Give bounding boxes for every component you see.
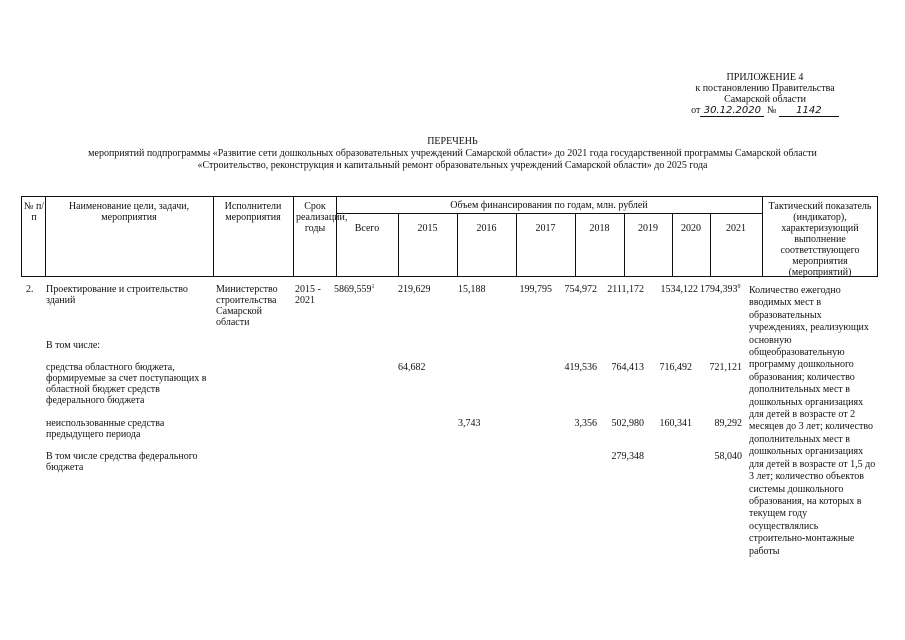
regional-2015: 64,682 bbox=[398, 362, 426, 373]
document-subheading-1: мероприятий подпрограммы «Развитие сети дошкольных образовательных учреждений Самарской области» до 2021 года государственной программы Самарской области bbox=[88, 148, 817, 159]
header-year-2016: 2016 bbox=[476, 223, 497, 234]
row-total: 5869,559$^1$ bbox=[334, 284, 375, 295]
row-2021: 1794,393$^9$ bbox=[700, 284, 741, 295]
header-year-2015: 2015 bbox=[417, 223, 438, 234]
header-total: Всего bbox=[354, 223, 380, 234]
header-name: Наименование цели, задачи, мероприятия bbox=[68, 201, 190, 223]
header-funding: Объем финансирования по годам, млн. рублей bbox=[450, 200, 648, 211]
appendix-block bbox=[690, 72, 840, 117]
header-year-2020: 2020 bbox=[681, 223, 701, 234]
row-num: 2. bbox=[26, 284, 34, 295]
row-2017: 199,795 bbox=[519, 284, 552, 295]
table-header bbox=[21, 196, 878, 277]
date-value: 30.12.2020 bbox=[700, 105, 764, 117]
including-label: В том числе: bbox=[46, 340, 101, 351]
unused-2020: 160,341 bbox=[659, 418, 692, 429]
date-prefix: от bbox=[691, 105, 701, 116]
header-indicator: Тактический показатель (индикатор), характеризующий выполнение соответствующего мероприятия (мероприятий) bbox=[768, 201, 872, 278]
header-num: № п/п bbox=[23, 201, 45, 223]
regional-2019: 764,413 bbox=[611, 362, 644, 373]
regional-label: средства областного бюджета, формируемые за счет поступающих в областной бюджет средств федерального бюджета bbox=[46, 362, 207, 406]
document-subheading-2: «Строительство, реконструкция и капитальный ремонт образовательных учреждений Самарской области» до 2025 года bbox=[197, 160, 708, 171]
header-year-2019: 2019 bbox=[638, 223, 658, 234]
regional-2021: 721,121 bbox=[709, 362, 742, 373]
row-2015: 219,629 bbox=[398, 284, 431, 295]
header-term: Срок реализации, годы bbox=[296, 201, 348, 234]
document-heading: ПЕРЕЧЕНЬ bbox=[427, 136, 478, 147]
federal-label: В том числе средства федерального бюджета bbox=[46, 451, 198, 473]
header-year-2021: 2021 bbox=[726, 223, 746, 234]
row-2016: 15,188 bbox=[458, 284, 486, 295]
row-2018: 754,972 bbox=[564, 284, 597, 295]
federal-2021: 58,040 bbox=[714, 451, 742, 462]
row-indicator: Количество ежегодно вводимых мест в образовательных учреждениях, реализующих основную общеобразовательную программу дошкольного образования; количество дополнительных мест в дошкольных организациях для детей в возрасте от 2 месяцев до 3 лет; количество дополнительных мест в дошкольных организациях для детей в возрасте от 1,5 до 3 лет; количество объектов системы дошкольного образования, на которых в текущем году осуществлялись строительно-монтажные работы bbox=[749, 285, 876, 557]
row-2020: 1534,122 bbox=[660, 284, 698, 295]
header-year-2017: 2017 bbox=[535, 223, 556, 234]
number-value: 1142 bbox=[779, 105, 839, 117]
regional-2020: 716,492 bbox=[659, 362, 692, 373]
number-prefix: № bbox=[766, 105, 777, 116]
unused-2019: 502,980 bbox=[611, 418, 644, 429]
federal-2019: 279,348 bbox=[611, 451, 644, 462]
header-executors: Исполнители мероприятия bbox=[224, 201, 282, 223]
appendix-line2: к постановлению Правительства bbox=[695, 83, 835, 94]
unused-2018: 3,356 bbox=[574, 418, 597, 429]
appendix-title: ПРИЛОЖЕНИЕ 4 bbox=[726, 72, 804, 83]
row-2019: 2111,172 bbox=[607, 284, 644, 295]
regional-2018: 419,536 bbox=[564, 362, 597, 373]
unused-2016: 3,743 bbox=[458, 418, 481, 429]
header-year-2018: 2018 bbox=[589, 223, 610, 234]
row-term: 2015 - 2021 bbox=[295, 284, 321, 306]
appendix-line3: Самарской области bbox=[724, 94, 806, 105]
row-executor: Министерство строительства Самарской области bbox=[216, 284, 278, 328]
unused-label: неиспользованные средства предыдущего периода bbox=[46, 418, 165, 440]
unused-2021: 89,292 bbox=[714, 418, 742, 429]
row-name: Проектирование и строительство зданий bbox=[46, 284, 188, 306]
appendix-date-line bbox=[690, 105, 840, 117]
